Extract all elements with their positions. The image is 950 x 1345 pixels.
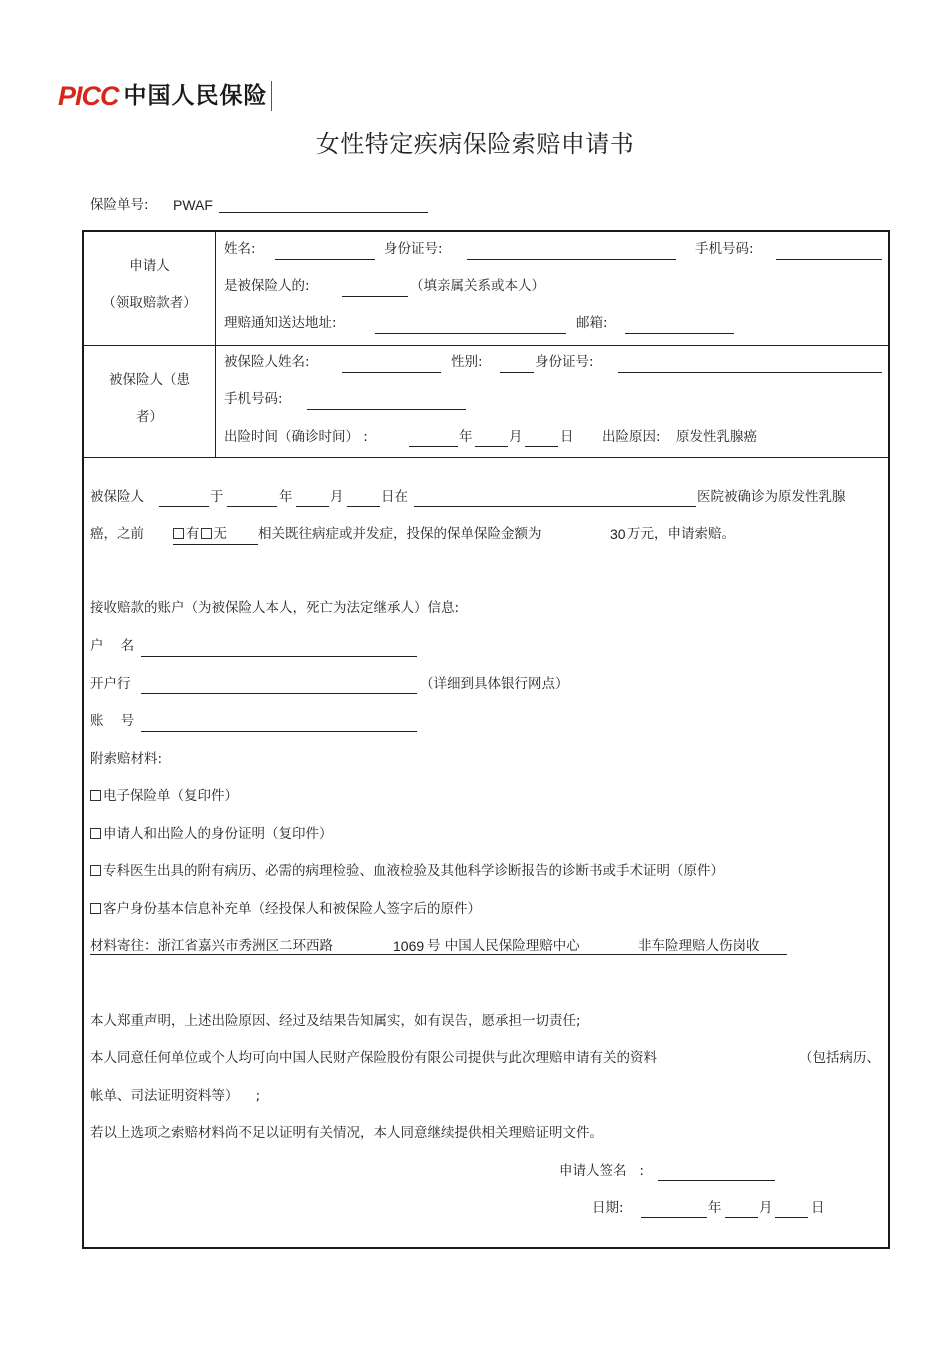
material-item-label: 电子保险单（复印件） [103,788,238,804]
signature-day-unit: 日 [811,1200,825,1216]
picc-logo-latin: PICC [58,81,119,111]
applicant-label-sub: （领取赔款者） [102,295,197,311]
statement-day-unit: 日在 [381,489,408,505]
applicant-label: 申请人 [129,258,170,274]
picc-logo [58,81,272,111]
header-section-divider [84,457,888,458]
incident-month-field[interactable] [475,446,508,447]
statement-amount-text: 相关既往病症或并发症，投保的保单保险金额为 [258,526,542,542]
statement-amount-unit: 万元，申请索赔。 [627,526,735,542]
applicant-name-label: 姓名: [224,241,256,257]
incident-day-field[interactable] [525,446,558,447]
account-holder-field[interactable] [141,656,417,657]
signature-field[interactable] [658,1180,775,1181]
statement-month-field[interactable] [296,506,329,507]
signature-month-unit: 月 [759,1200,773,1216]
applicant-relation-field[interactable] [342,296,408,297]
declaration-line-3: 帐单、司法证明资料等） ; [90,1088,261,1104]
insured-gender-field[interactable] [500,372,534,373]
applicant-email-label: 邮箱: [576,315,608,331]
prior-yes-checkbox[interactable] [173,528,184,539]
incident-year-unit: 年 [459,429,473,445]
mailing-address-part3: 非车险理赔人伤岗收 [638,938,760,954]
insured-label: 被保险人（患 [109,372,190,388]
account-bank-field[interactable] [141,693,417,694]
material-item-label: 客户身份基本信息补充单（经投保人和被保险人签字后的原件） [103,901,481,917]
insured-name-field[interactable] [342,372,441,373]
mailing-address-part1: 材料寄往：浙江省嘉兴市秀洲区二环西路 [90,938,333,954]
prior-condition-options [173,525,227,543]
declaration-line-4: 若以上选项之索赔材料尚不足以证明有关情况，本人同意继续提供相关理赔证明文件。 [90,1125,603,1141]
insured-gender-label: 性别: [451,354,483,370]
statement-on-label: 于 [210,489,224,505]
applicant-email-field[interactable] [625,333,734,334]
materials-header: 附索赔材料: [90,751,163,767]
incident-day-unit: 日 [560,429,574,445]
material-checkbox[interactable] [90,790,101,801]
insured-name-label: 被保险人姓名: [224,354,310,370]
applicant-relation-hint: （填亲属关系或本人） [410,278,545,294]
policy-number-label: 保险单号: [90,197,149,213]
signature-month-field[interactable] [725,1217,758,1218]
insured-label-sub: 者） [136,409,163,425]
signature-label: 申请人签名 : [559,1163,644,1179]
page-title: 女性特定疾病保险索赔申请书 [315,130,635,158]
material-checkbox[interactable] [90,865,101,876]
applicant-address-label: 理赔通知送达地址: [224,315,337,331]
incident-month-unit: 月 [509,429,523,445]
statement-prior-label: 癌，之前 [90,526,144,542]
prior-no-checkbox[interactable] [201,528,212,539]
applicant-insured-divider [84,345,888,346]
material-item [90,862,724,880]
material-checkbox[interactable] [90,828,101,839]
material-item [90,787,238,805]
policy-number-prefix: PWAF [173,197,213,213]
material-checkbox[interactable] [90,903,101,914]
applicant-phone-label: 手机号码: [695,241,754,257]
declaration-line-2-end: （包括病历、 [799,1050,880,1066]
declaration-line-2: 本人同意任何单位或个人均可向中国人民财产保险股份有限公司提供与此次理赔申请有关的资料 [90,1050,657,1066]
account-number-label: 账 号 [90,713,135,729]
incident-year-field[interactable] [409,446,458,447]
mailing-address-part2: 号 中国人民保险理赔中心 [427,938,580,954]
statement-amount-value: 30 [610,526,626,542]
declaration-line-1: 本人郑重声明，上述出险原因、经过及结果告知属实，如有误告，愿承担一切责任; [90,1013,581,1029]
statement-year-unit: 年 [279,489,293,505]
statement-month-unit: 月 [330,489,344,505]
prior-yes-label: 有 [186,526,200,542]
insured-id-field[interactable] [618,372,882,373]
account-bank-label: 开户行 [90,676,131,692]
account-holder-label: 户 名 [90,638,135,654]
insured-id-label: 身份证号: [535,354,594,370]
insured-phone-field[interactable] [307,409,466,410]
signature-date-label: 日期: [592,1200,624,1216]
applicant-id-field[interactable] [467,259,676,260]
material-item-label: 专科医生出具的附有病历、必需的病理检验、血液检验及其他科学诊断报告的诊断书或手术证明（原件） [103,863,724,879]
statement-insured-name-field[interactable] [159,506,209,507]
logo-divider [271,81,272,111]
mailing-address-underline [90,954,787,955]
prior-condition-underline [173,544,258,545]
signature-day-field[interactable] [775,1217,808,1218]
incident-cause-label: 出险原因: [602,429,661,445]
material-item [90,825,333,843]
statement-insured-label: 被保险人 [90,489,144,505]
signature-year-field[interactable] [641,1217,707,1218]
incident-time-label: 出险时间（确诊时间） : [224,429,368,445]
material-item-label: 申请人和出险人的身份证明（复印件） [103,826,333,842]
prior-no-label: 无 [213,526,227,542]
statement-diagnosis-text: 医院被确诊为原发性乳腺 [697,489,846,505]
account-header: 接收赔款的账户（为被保险人本人，死亡为法定继承人）信息: [90,600,460,616]
policy-number-field[interactable] [219,212,428,213]
material-item [90,900,481,918]
applicant-address-field[interactable] [375,333,566,334]
signature-year-unit: 年 [708,1200,722,1216]
incident-cause-value: 原发性乳腺癌 [676,429,757,445]
insured-phone-label: 手机号码: [224,391,283,407]
statement-hospital-field[interactable] [414,506,696,507]
account-bank-hint: （详细到具体银行网点） [420,676,569,692]
applicant-id-label: 身份证号: [384,241,443,257]
applicant-phone-field[interactable] [776,259,882,260]
applicant-relation-label: 是被保险人的: [224,278,310,294]
mailing-address-number: 1069 [393,938,425,954]
statement-day-field[interactable] [347,506,380,507]
account-number-field[interactable] [141,731,417,732]
statement-year-field[interactable] [227,506,277,507]
applicant-name-field[interactable] [275,259,375,260]
picc-logo-chinese: 中国人民保险 [123,83,268,109]
